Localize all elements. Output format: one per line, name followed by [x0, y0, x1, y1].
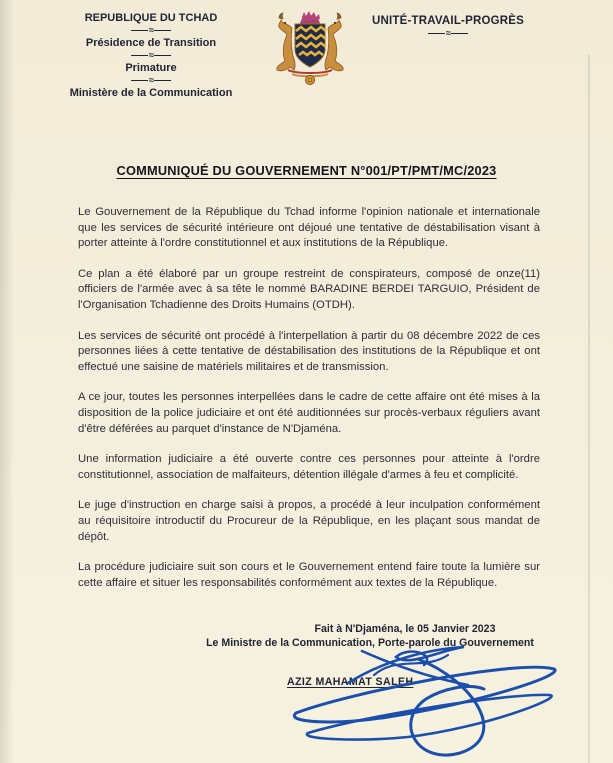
- paragraph: Ce plan a été élaboré par un groupe restreint de conspirateurs, composé de onze(11) officiers de l'armée avec à sa tête le nommé BARADINE BERDEI TARGUIO, Président de l'Organisation Tchadienne des Droits Humains (OTDH).: [78, 267, 540, 311]
- paragraph: Une information judiciaire a été ouverte contre ces personnes pour atteinte à l'ordre constitutionnel, association de malfaiteurs, détention illégale d'armes à feu et complicité.: [78, 453, 540, 481]
- paragraph: La procédure judiciaire suit son cours et le Gouvernement entend faire toute la lumière sur cette affaire et situer les responsabilités conformément aux textes de la République.: [78, 561, 540, 589]
- ornamental-divider: [368, 27, 528, 40]
- handwritten-signature: [278, 641, 574, 763]
- header-motto-block: [368, 15, 528, 40]
- header-ministere: Ministère de la Communication: [69, 87, 233, 99]
- scan-edge-line-right: [588, 55, 590, 763]
- national-motto: UNITÉ-TRAVAIL-PROGRÈS: [372, 15, 524, 27]
- header-primature: Primature: [125, 62, 177, 74]
- crest-sunburst: [300, 11, 320, 25]
- header-republic: REPUBLIQUE DU TCHAD: [84, 12, 218, 24]
- base-scroll-medal: [288, 70, 332, 85]
- paragraph: Les services de sécurité ont procédé à l'interpellation à partir du 08 décembre 2022 de ces personnes liées à cette tentative de déstabilisation des institutions de la République et ont effectué une saisine de matériels militaires et de transmission.: [78, 329, 540, 373]
- supporter-goat: [277, 13, 295, 71]
- signatory-name: AZIZ MAHAMAT SALEH: [287, 676, 414, 688]
- ornamental-divider: [35, 24, 267, 37]
- paragraph: A ce jour, toutes les personnes interpellées dans le cadre de cette affaire ont été mises à la disposition de la police judiciaire et ont été auditionnées sur procès-verbaux réguliers avant d'être déférées au parquet d'instance de N'Djaména.: [78, 391, 540, 435]
- document-title: COMMUNIQUÉ DU GOUVERNEMENT N°001/PT/PMT/MC/2023: [116, 163, 497, 178]
- ornamental-divider: [35, 49, 267, 62]
- paragraph: Le juge d'instruction en charge saisi à propos, a procédé à leur inculpation conformément au réquisitoire introductif du Procureur de la République, en les plaçant sous mandat de dépôt.: [78, 499, 540, 543]
- signatory-title: Le Ministre de la Communication, Porte-parole du Gouvernement: [206, 637, 534, 649]
- scan-edge-shadow-left: [0, 0, 14, 763]
- header-presidence: Présidence de Transition: [85, 37, 217, 49]
- ornamental-divider: [35, 74, 267, 87]
- signoff-block: [200, 622, 540, 650]
- place-and-date: Fait à N'Djaména, le 05 Janvier 2023: [314, 623, 496, 635]
- header-left-column: [35, 12, 267, 99]
- paragraph: Le Gouvernement de la République du Tchad informe l'opinion nationale et internationale que les services de sécurité intérieure ont déjoué une tentative de déstabilisation visant à porter atteinte à l'ordre constitutionnel et aux institutions de la République.: [78, 206, 540, 250]
- chad-coat-of-arms-icon: [262, 8, 358, 90]
- supporter-lion: [325, 13, 343, 71]
- document-body: [78, 205, 540, 606]
